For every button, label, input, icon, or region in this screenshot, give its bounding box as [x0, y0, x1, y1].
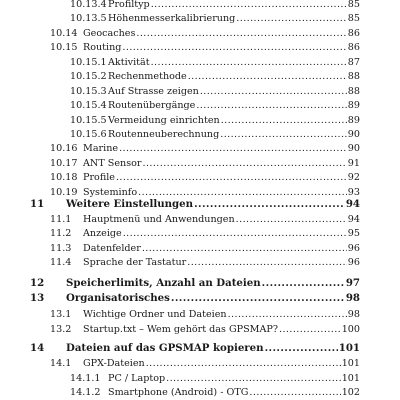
toc-title: Aktivität: [108, 57, 150, 68]
toc-title: Rechenmethode: [108, 71, 187, 82]
toc-page-number: 90: [347, 143, 360, 154]
toc-number: 10.13.4: [70, 0, 107, 10]
toc-page-number: 97: [345, 277, 360, 289]
toc-entry-row[interactable]: [70, 372, 360, 386]
toc-entry-row[interactable]: [70, 56, 360, 70]
toc-entry-row[interactable]: [70, 386, 360, 400]
dot-leader: [188, 70, 347, 84]
toc-title: Auf Strasse zeigen: [108, 86, 199, 97]
toc-number: 10.15.4: [70, 100, 107, 111]
dot-leader: [151, 0, 347, 12]
toc-page-number: 89: [347, 100, 360, 111]
dot-leader: [122, 41, 346, 55]
toc-number: 14.1.1: [70, 373, 101, 384]
toc-entry-row[interactable]: [50, 256, 360, 270]
toc-page-number: 101: [338, 342, 360, 354]
toc-entry-row[interactable]: [50, 227, 360, 241]
toc-entry-row[interactable]: [50, 27, 360, 41]
dot-leader: [146, 357, 341, 371]
toc-number: 11.3: [50, 243, 72, 254]
toc-number: 14.1.2: [70, 387, 101, 398]
toc-entry-row[interactable]: [50, 41, 360, 55]
toc-number: 13: [30, 292, 45, 304]
toc-page-number: 96: [347, 257, 360, 268]
dot-leader: [221, 114, 347, 128]
toc-entry-row[interactable]: [50, 242, 360, 256]
dot-leader: [236, 213, 347, 227]
toc-number: 11: [30, 198, 45, 210]
toc-number: 10.15.3: [70, 86, 107, 97]
toc-entry-row[interactable]: [50, 357, 360, 371]
toc-page-number: 90: [347, 129, 360, 140]
toc-title: Dateien auf das GPSMAP kopieren: [66, 342, 264, 354]
toc-number: 11.4: [50, 257, 72, 268]
toc-page-number: 96: [347, 243, 360, 254]
toc-title: Speicherlimits, Anzahl an Dateien: [66, 277, 261, 289]
toc-title: Systeminfo: [83, 187, 138, 198]
toc-number: 12: [30, 277, 45, 289]
dot-leader: [279, 323, 341, 337]
toc-title: Startup.txt – Wem gehört das GPSMAP?: [83, 324, 279, 335]
toc-title: Datenfelder: [83, 243, 141, 254]
toc-page-number: 101: [341, 358, 360, 369]
toc-page-number: 91: [347, 158, 360, 169]
toc-page-number: 100: [341, 324, 360, 335]
toc-entry-row[interactable]: [50, 157, 360, 171]
toc-title: Höhenmesserkalibrierung: [108, 13, 236, 24]
toc-number: 10.15.5: [70, 115, 107, 126]
toc-title: Weitere Einstellungen: [66, 198, 194, 210]
toc-page-number: 101: [341, 373, 360, 384]
toc-entry-row[interactable]: [70, 99, 360, 113]
toc-page-number: 86: [347, 28, 360, 39]
toc-title: Organisatorisches: [66, 292, 170, 304]
dot-leader: [171, 291, 345, 305]
toc-number: 10.15: [50, 42, 78, 53]
toc-title: Geocaches: [83, 28, 136, 39]
toc-title: Hauptmenü und Anwendungen: [83, 214, 235, 225]
dot-leader: [196, 99, 346, 113]
toc-page-number: 85: [347, 13, 360, 24]
toc-entry-row[interactable]: [50, 323, 360, 337]
toc-page-number: 88: [347, 86, 360, 97]
toc-page-number: 85: [347, 0, 360, 10]
toc-number: 10.15.2: [70, 71, 107, 82]
toc-entry-row[interactable]: [70, 114, 360, 128]
toc-entry-row[interactable]: [70, 70, 360, 84]
toc-title: ANT Sensor: [83, 158, 142, 169]
dot-leader: [116, 171, 347, 185]
toc-number: 10.18: [50, 172, 78, 183]
toc-page-number: 102: [341, 387, 360, 398]
toc-title: Marine: [83, 143, 119, 154]
toc-number: 10.16: [50, 143, 78, 154]
dot-leader: [142, 242, 347, 256]
toc-number: 11.2: [50, 228, 72, 239]
toc-number: 14.1: [50, 358, 72, 369]
toc-title: Sprache der Tastatur: [83, 257, 187, 268]
toc-page-number: 86: [347, 42, 360, 53]
toc-number: 14: [30, 342, 45, 354]
toc-chapter-row[interactable]: [30, 197, 360, 211]
toc-page-number: 94: [347, 214, 360, 225]
toc-title: Smartphone (Android) - OTG: [108, 387, 249, 398]
toc-title: Profiltyp: [108, 0, 150, 10]
toc-title: Anzeige: [83, 228, 122, 239]
toc-entry-row[interactable]: [70, 85, 360, 99]
dot-leader: [265, 341, 338, 355]
toc-chapter-row[interactable]: [30, 341, 360, 355]
toc-page-number: 94: [345, 198, 360, 210]
dot-leader: [200, 85, 347, 99]
toc-number: 10.13.5: [70, 13, 107, 24]
toc-entry-row[interactable]: [50, 171, 360, 185]
dot-leader: [119, 142, 347, 156]
toc-number: 10.19: [50, 187, 78, 198]
toc-entry-row[interactable]: [50, 142, 360, 156]
toc-title: PC / Laptop: [108, 373, 166, 384]
toc-title: Routenübergänge: [108, 100, 196, 111]
toc-entry-row[interactable]: [70, 12, 360, 26]
dot-leader: [220, 128, 347, 142]
toc-title: Routing: [83, 42, 122, 53]
toc-title: Wichtige Ordner und Dateien: [83, 309, 227, 320]
toc-page-number: 98: [345, 292, 360, 304]
dot-leader: [194, 197, 345, 211]
toc-page-number: 87: [347, 57, 360, 68]
toc-title: Profile: [83, 172, 115, 183]
toc-entry-row[interactable]: [50, 213, 360, 227]
dot-leader: [143, 157, 347, 171]
toc-number: 10.14: [50, 28, 78, 39]
dot-leader: [166, 372, 341, 386]
dot-leader: [262, 276, 345, 290]
toc-number: 10.17: [50, 158, 78, 169]
toc-page-number: 88: [347, 71, 360, 82]
toc-entry-row[interactable]: [70, 128, 360, 142]
toc-page-number: 92: [347, 172, 360, 183]
toc-number: 11.1: [50, 214, 72, 225]
toc-page-number: 98: [347, 309, 360, 320]
toc-title: Vermeidung einrichten: [108, 115, 220, 126]
toc-number: 13.1: [50, 309, 72, 320]
dot-leader: [123, 227, 347, 241]
toc-page-number: 95: [347, 228, 360, 239]
toc-chapter-row[interactable]: [30, 291, 360, 305]
dot-leader: [151, 56, 347, 70]
toc-title: GPX-Dateien: [83, 358, 145, 369]
toc-entry-row[interactable]: [70, 0, 360, 12]
toc-page-number: 89: [347, 115, 360, 126]
toc-page-number: 93: [347, 187, 360, 198]
toc-chapter-row[interactable]: [30, 276, 360, 290]
toc-number: 10.15.1: [70, 57, 107, 68]
toc-entry-row[interactable]: [50, 308, 360, 322]
toc-title: Routenneuberechnung: [108, 129, 220, 140]
toc-number: 13.2: [50, 324, 72, 335]
dot-leader: [228, 308, 347, 322]
dot-leader: [136, 27, 346, 41]
dot-leader: [236, 12, 346, 26]
dot-leader: [187, 256, 347, 270]
dot-leader: [249, 386, 340, 400]
toc-number: 10.15.6: [70, 129, 107, 140]
